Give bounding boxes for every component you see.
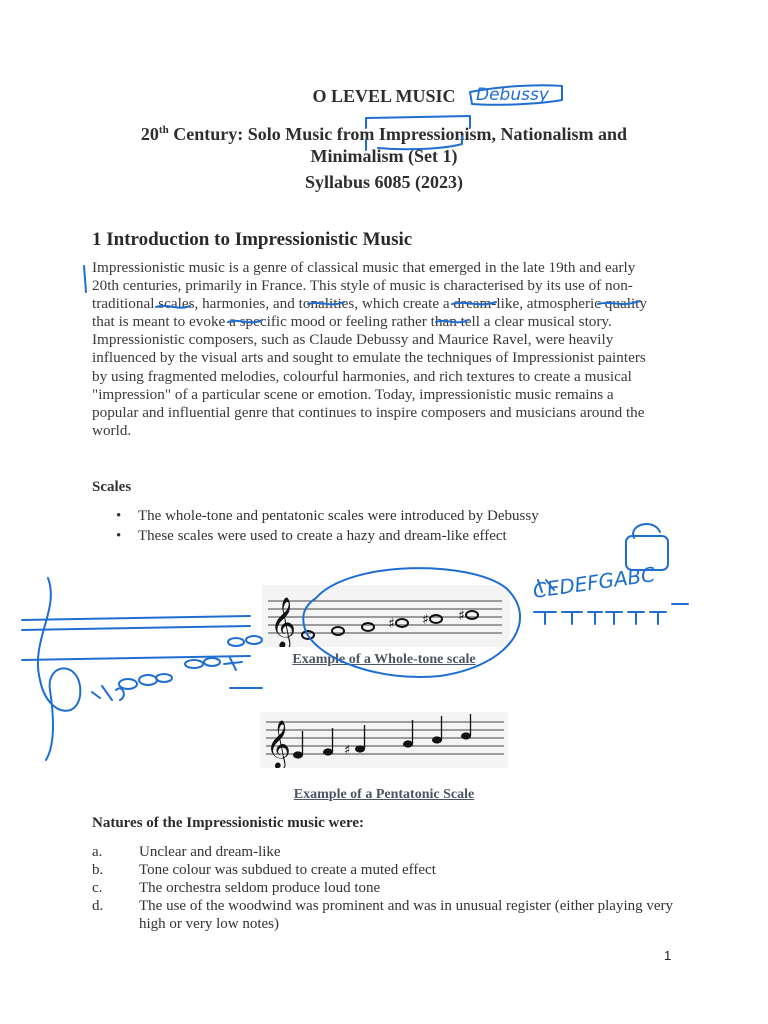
subtitle-text: Century: Solo Music from Impressionism, Nationalism and — [168, 124, 628, 144]
paragraph-line: influenced by the visual arts and sought to emulate the techniques of Impressionist painters — [92, 349, 646, 367]
treble-clef-icon: 𝄞 — [266, 719, 291, 768]
paragraph-line: by using fragmented melodies, colourful harmonies, and rich textures to create a musical — [92, 367, 632, 385]
whole-tone-caption: Example of a Whole-tone scale — [292, 652, 476, 667]
section-heading: 1 Introduction to Impressionistic Music — [92, 229, 413, 250]
paragraph-line: Impressionistic composers, such as Claude Debussy and Maurice Ravel, were heavily — [92, 331, 614, 349]
list-marker: d. — [92, 898, 104, 914]
svg-text:♯: ♯ — [458, 608, 465, 624]
paragraph-line: traditional scales, harmonies, and tonalities, which create a dream-like, atmospheric quality — [92, 295, 647, 313]
svg-text:♯: ♯ — [422, 612, 429, 628]
handwriting-debussy: Debussy — [476, 85, 549, 105]
list-marker: a. — [92, 844, 103, 860]
bullet-glyph: • — [116, 508, 122, 524]
handwriting-notes: CEDEFGABC — [531, 562, 657, 603]
scales-heading: Scales — [92, 479, 132, 495]
list-marker: b. — [92, 862, 104, 878]
subtitle-superscript: th — [158, 124, 169, 136]
paragraph-line: "impression" of a particular scene or emotion. Today, impressionistic music remains a — [92, 385, 614, 403]
list-marker: c. — [92, 880, 103, 896]
paragraph-line: popular and influential genre that continues to inspire composers and musicians around the — [92, 403, 645, 421]
paragraph-line: that is meant to evoke a specific mood or feeling rather than tell a clear musical story. — [92, 313, 612, 331]
paragraph-line: Impressionistic music is a genre of classical music that emerged in the late 19th and early — [92, 259, 636, 276]
page-title: O LEVEL MUSIC — [312, 86, 456, 106]
paragraph-line: 20th centuries, primarily in France. This style of music is characterised by its use of non- — [92, 277, 633, 295]
page-number: 1 — [664, 948, 672, 963]
list-item-text: The use of the woodwind was prominent and was in unusual register (either playing very high or very low notes) — [139, 898, 674, 932]
svg-text:♯: ♯ — [344, 743, 351, 758]
treble-clef-icon: 𝄞 — [270, 597, 297, 647]
list-item-text: Unclear and dream-like — [139, 844, 281, 860]
paragraph-line: world. — [92, 421, 132, 439]
list-item-text: Tone colour was subdued to create a muted effect — [139, 862, 436, 878]
svg-text:♯: ♯ — [388, 616, 395, 632]
list-item-text: The orchestra seldom produce loud tone — [139, 880, 381, 896]
subtitle-line2: Minimalism (Set 1) — [310, 146, 458, 166]
pentatonic-caption: Example of a Pentatonic Scale — [293, 787, 475, 802]
subtitle-number: 20 — [140, 124, 159, 144]
syllabus-code: Syllabus 6085 (2023) — [304, 172, 464, 192]
natures-heading: Natures of the Impressionistic music were: — [92, 815, 365, 831]
list-item-text: These scales were used to create a hazy and dream-like effect — [138, 528, 507, 544]
list-item-text: The whole-tone and pentatonic scales were introduced by Debussy — [138, 508, 539, 524]
bullet-glyph: • — [116, 528, 122, 544]
